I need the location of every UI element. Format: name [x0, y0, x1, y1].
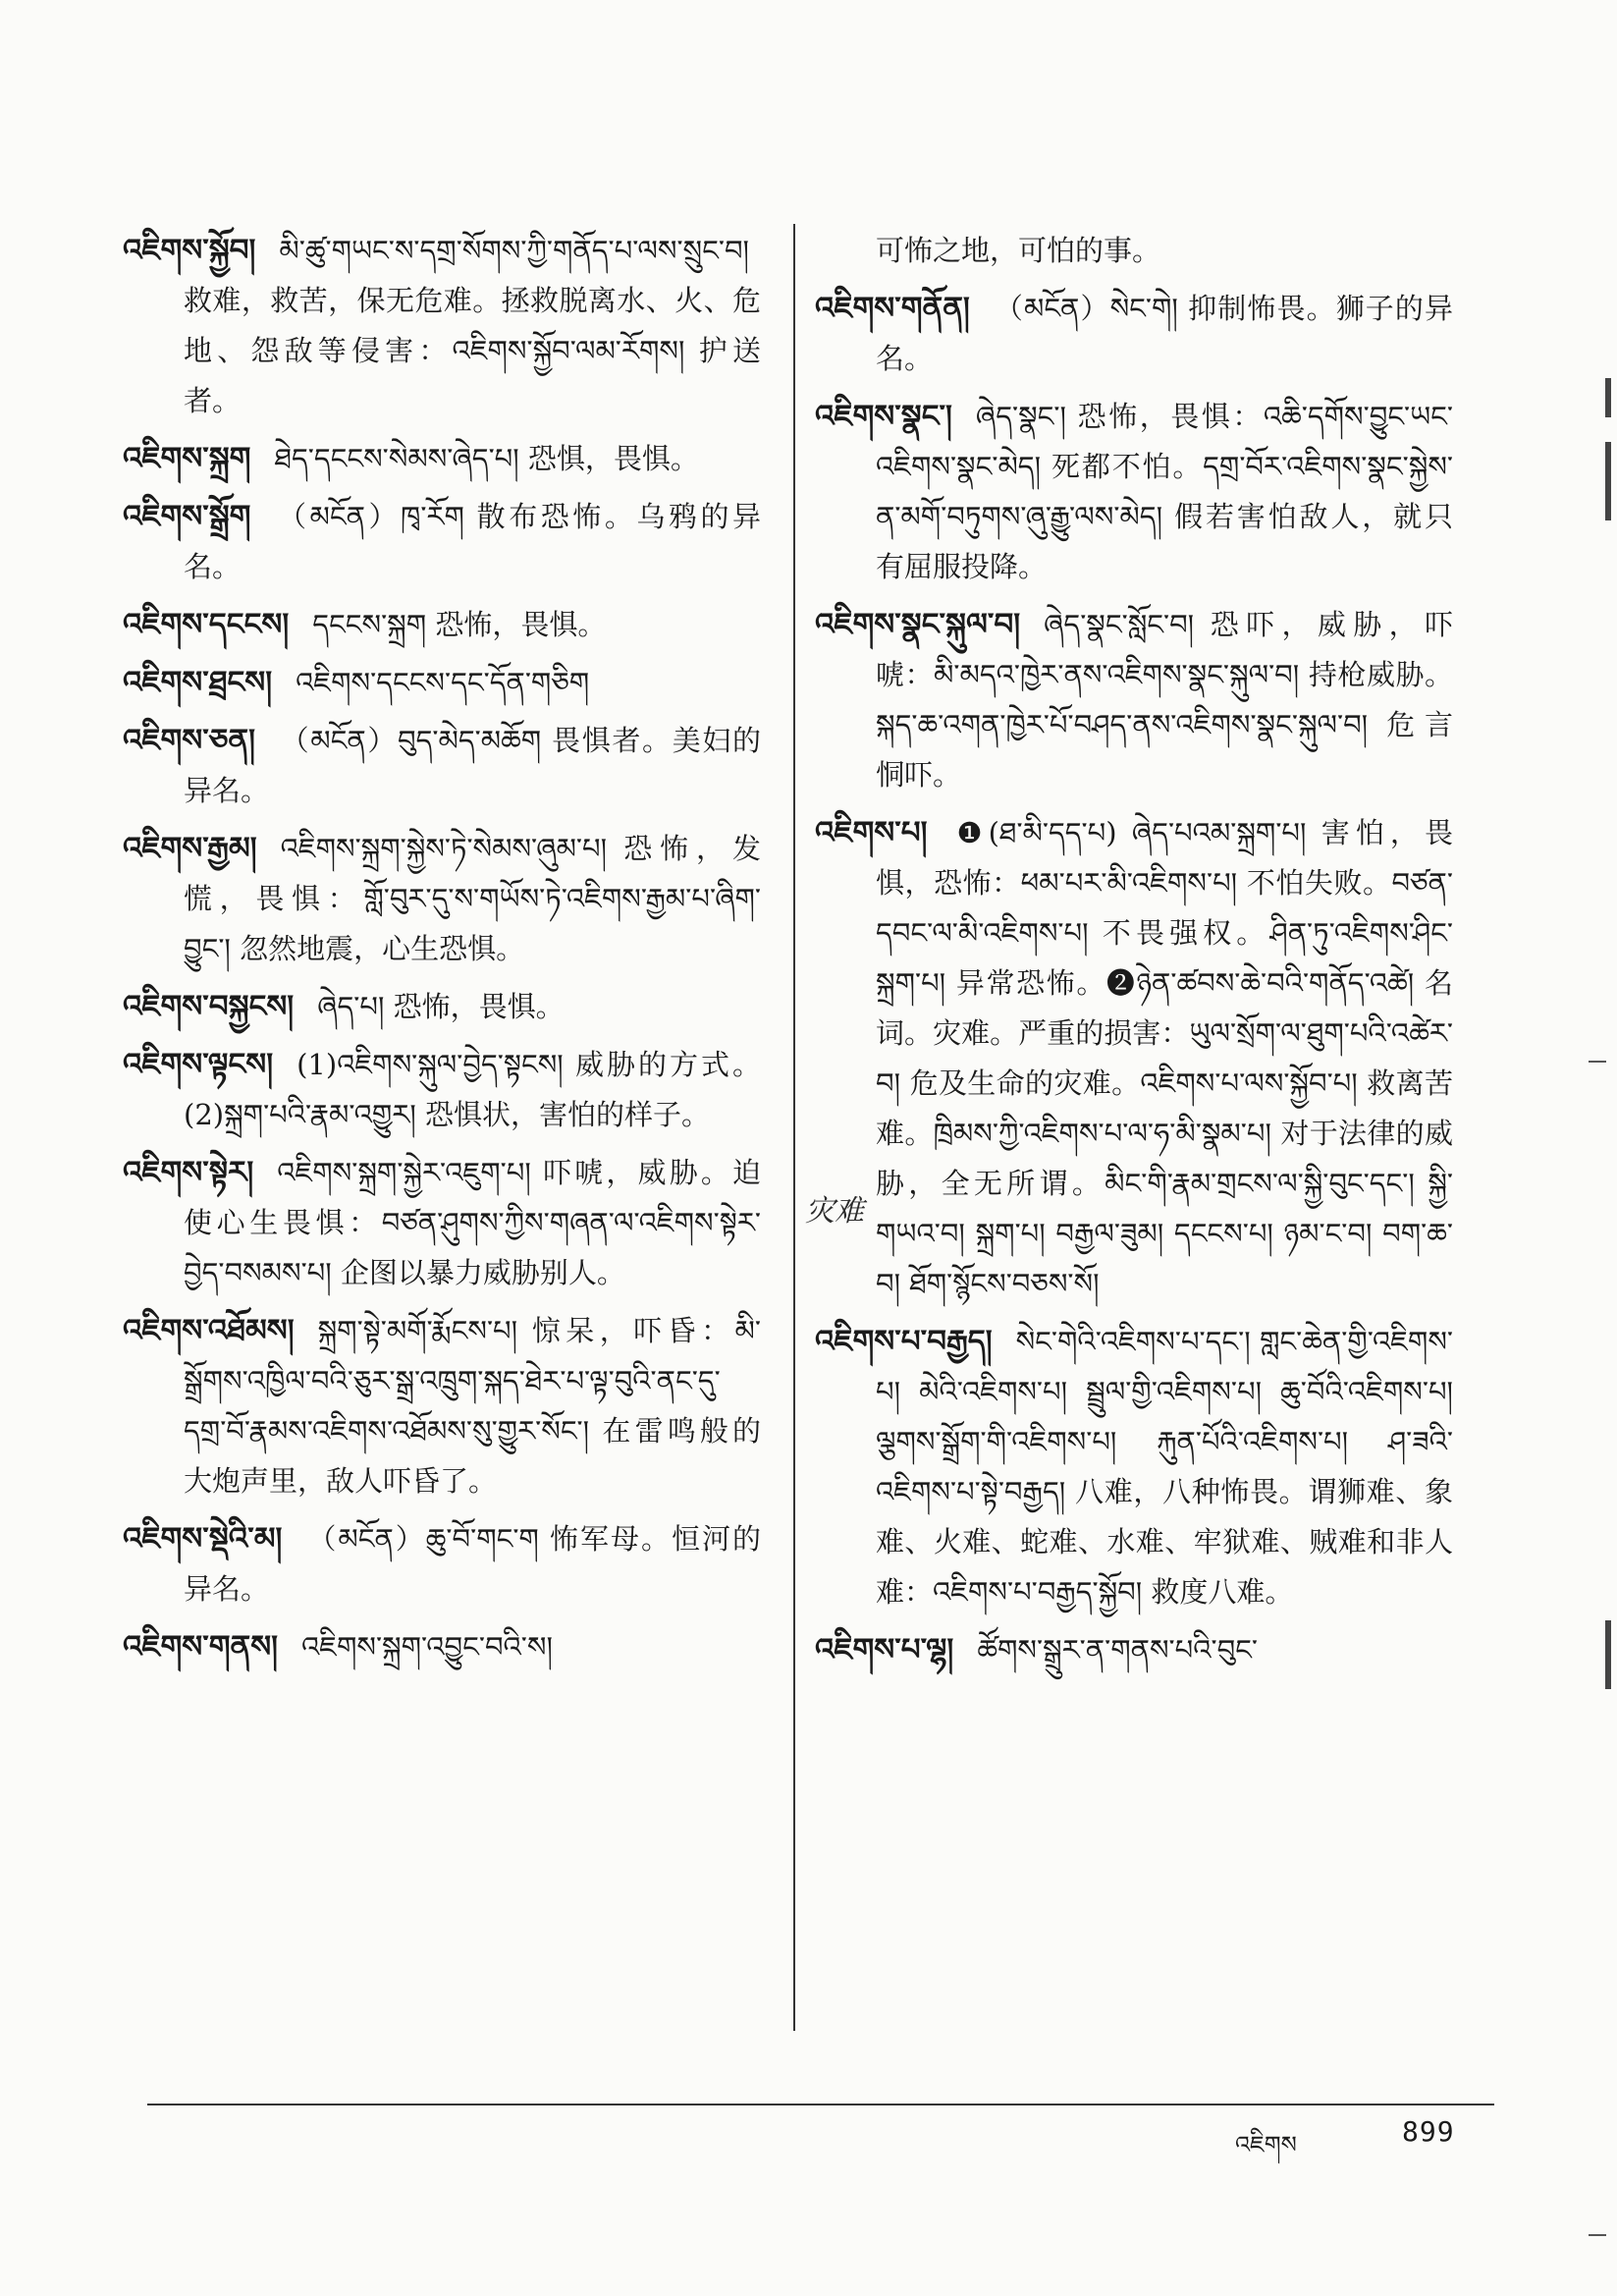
dictionary-entry [123, 1514, 761, 1614]
entry-headword: འཇིགས་སྐྱོབ། [123, 233, 256, 268]
entry-headword: འཇིགས་སྣང་སྐུལ་བ། [815, 607, 1021, 642]
entry-body: འཇིགས་སྐྲག་སྐྱེར་འཇུག་པ། 吓唬，威胁。迫使心生畏惧：བཙན་ཤུགས་ཀྱིས་གཞན་ལ་འཇིགས་སྟེར་བྱེད་བསམས་པ། 企图以暴力威胁别人。 [184, 1156, 761, 1289]
entry-headword: འཇིགས་པ་ལྷ། [815, 1632, 954, 1667]
entry-headword: འཇིགས་འཐོམས། [123, 1313, 295, 1348]
dictionary-entry [123, 982, 761, 1032]
entry-headword: འཇིགས་བསྐྱངས། [123, 989, 295, 1024]
dictionary-entry [123, 824, 761, 974]
dictionary-entry [123, 716, 761, 816]
entry-body: འཇིགས་དངངས་དང་དོན་གཅིག [296, 666, 590, 699]
dictionary-entry [815, 1625, 1453, 1675]
dictionary-entry [815, 808, 1453, 1309]
right-column [815, 226, 1453, 1683]
dictionary-entry [815, 1317, 1453, 1617]
entry-body: སེང་གེའི་འཇིགས་པ་དང་། གླང་ཆེན་གྱི་འཇིགས་པ། མེའི་འཇིགས་པ། སྦྲུལ་གྱི་འཇིགས་པ། ཆུ་བོའི་འཇིགས་པ། ལྕགས་སྒྲོག་གི་འཇིགས་པ། རྐུན་པོའི་འཇིགས་པ། ཤ་ཟའི་འཇིགས་པ་སྟེ་བརྒྱད། 八难，八种怖畏。谓狮难、象难、火难、蛇难、水难、牢狱难、贼难和非人难：འཇིགས་པ་བརྒྱད་སྐྱོབ། 救度八难。 [876, 1325, 1453, 1609]
entry-headword: འཇིགས་སྐྲག [123, 441, 251, 476]
dictionary-entry [123, 600, 761, 650]
continued-text: 可怖之地，可怕的事。 [876, 234, 1161, 267]
dictionary-entry [123, 1148, 761, 1298]
entry-body: སྐྲག་སྟེ་མགོ་རྨོངས་པ། 惊呆，吓昏：མི་སྒྲོགས་འཁྱིལ་བའི་ཅུར་སྒྲ་འཁྲུག་སྐད་ཐེར་པ་ལྟ་བུའི་ནང་དུ་དགྲ་བོ་རྣམས་འཇིགས་འཐོམས་སུ་གྱུར་སོང་། 在雷鸣般的大炮声里，敌人吓昏了。 [184, 1314, 761, 1498]
dictionary-entry [123, 1622, 761, 1672]
entry-body: （མངོན）ཁྭ་རོག 散布恐怖。乌鸦的异名。 [184, 500, 761, 583]
entry-body: ཞེད་སྣང་། 恐怖，畏惧：འཆི་དགོས་བྱུང་ཡང་འཇིགས་སྣང་མེད། 死都不怕。དགྲ་བོར་འཇིགས་སྣང་སྐྱེས་ན་མགོ་བཏུགས་ཞུ་རྒྱུ་ལས་མེད། 假若害怕敌人，就只有屈服投降。 [876, 400, 1453, 583]
dictionary-entry [123, 1040, 761, 1140]
handwritten-margin-note: 灾难 [805, 1194, 864, 1229]
column-divider [793, 224, 795, 2031]
scan-edge-mark [1605, 378, 1611, 417]
entry-headword: འཇིགས་སྣང་། [815, 399, 952, 434]
entry-headword: འཇིགས་སྟེར། [123, 1155, 254, 1190]
dictionary-entry [123, 226, 761, 426]
scan-edge-mark [1605, 1620, 1611, 1689]
footer-rule [147, 2104, 1494, 2105]
entry-headword: འཇིགས་པ་བརྒྱད། [815, 1324, 993, 1359]
dictionary-entry [815, 284, 1453, 384]
scan-edge-mark [1605, 442, 1611, 520]
entry-headword: འཇིགས་ལྟངས། [123, 1047, 274, 1082]
entry-headword: འཇིགས་གནས། [123, 1629, 279, 1665]
entry-body: དངངས་སྐྲག 恐怖，畏惧。 [312, 608, 607, 641]
entry-body: (1)འཇིགས་སྐུལ་བྱེད་སྟངས། 威胁的方式。(2)སྐྲག་པའི་རྣམ་འགྱུར། 恐惧状，害怕的样子。 [184, 1048, 761, 1131]
entry-headword: འཇིགས་སྡེའི་མ། [123, 1521, 283, 1557]
dictionary-entry [815, 392, 1453, 592]
entry-headword: འཇིགས་གནོན། [815, 291, 970, 326]
entry-body: （མངོན）བུད་མེད་མཆོག 畏惧者。美妇的异名。 [184, 724, 761, 807]
entry-body: ཞེད་པ། 恐怖，畏惧。 [317, 990, 565, 1023]
running-head: འཇིགས [1235, 2131, 1297, 2159]
entry-body: ❶(ཐ་མི་དད་པ) ཞེད་པའམ་སྐྲག་པ། 害怕，畏惧，恐怖：ཕམ་པར་མི་འཇིགས་པ། 不怕失败。བཙན་དབང་ལ་མི་འཇིགས་པ། 不畏强权。ཤིན་ཏུ་འཇིགས་ཤིང་སྐྲག་པ། 异常恐怖。❷ཉེན་ཚབས་ཆེ་བའི་གནོད་འཚེ། 名词。灾难。严重的损害：ཡུལ་སྲོག་ལ་ཐུག་པའི་འཚེར་བ། 危及生命的灾难。འཇིགས་པ་ལས་སྐྱོབ་པ། 救离苦难。ཁྲིམས་ཀྱི་འཇིགས་པ་ལ་ཧ་མི་སྣམ་པ། 对于法律的威胁，全无所谓。མིང་གི་རྣམ་གྲངས་ལ་སྐྱི་བུང་དང་། སྐྱི་གཡའ་བ། སྐྲག་པ། བརྒྱལ་ཟུམ། དངངས་པ། ཉམ་ང་བ། བག་ཆ་བ། ཐོག་སྙོངས་བཅས་སོ། [876, 816, 1453, 1300]
scan-edge-tick [1589, 1061, 1606, 1063]
entry-body: འཇིགས་སྐྲག་སྐྱེས་ཏེ་སེམས་ཞུམ་པ། 恐怖，发慌，畏惧：གློ་བུར་དུ་ས་གཡོས་ཏེ་འཇིགས་རྒྱམ་པ་ཞིག་བྱུང་། 忽然地震，心生恐惧。 [184, 832, 761, 965]
entry-body: ཚོགས་སྒྲུར་ན་གནས་པའི་བུང་ [977, 1633, 1258, 1667]
dictionary-entry [123, 658, 761, 708]
entry-headword: འཇིགས་ཅན། [123, 723, 255, 758]
dictionary-entry [123, 1306, 761, 1506]
page-number: 899 [1402, 2115, 1455, 2148]
entry-headword: འཇིགས་རྒྱམ། [123, 831, 257, 866]
dictionary-entry [123, 492, 761, 592]
entry-headword: འཇིགས་དངངས། [123, 607, 290, 642]
dictionary-entry [123, 434, 761, 484]
dictionary-entry [815, 600, 1453, 800]
entry-headword: འཇིགས་པ། [815, 815, 928, 850]
entry-headword: འཇིགས་ཐྲངས། [123, 665, 273, 700]
scan-edge-tick [1589, 2234, 1606, 2236]
entry-body: （མངོན）ཆུ་བོ་གང་ག 怖军母。恒河的异名。 [184, 1522, 761, 1606]
entry-body: འཇིགས་སྐྲག་འབྱུང་བའི་ས། [301, 1630, 553, 1664]
entry-body: ཐེད་དངངས་སེམས་ཞེད་པ། 恐惧，畏惧。 [274, 442, 699, 475]
entry-body: མི་ཚུ་གཡང་ས་དགྲ་སོགས་ཀྱི་གནོད་པ་ལས་སྲུང་བ། 救难，救苦，保无危难。拯救脱离水、火、危地、怨敌等侵害：འཇིགས་སྐྱོབ་ལམ་རོགས། 护送者。 [184, 234, 761, 417]
entry-body: ཞེད་སྣང་སློང་བ། 恐吓，威胁，吓唬：མི་མདའ་ཁྱེར་ནས་འཇིགས་སྣང་སྐུལ་བ། 持枪威胁。སྐད་ཆ་འགན་ཁྱེར་པོ་བཤད་ནས་འཇིགས་སྣང་སྐུལ་བ། 危言恫吓。 [876, 608, 1453, 792]
entry-body: （མངོན）སེང་གེ། 抑制怖畏。狮子的异名。 [876, 292, 1453, 375]
left-column [123, 226, 761, 1680]
entry-headword: འཇིགས་སྒྲོག [123, 499, 251, 534]
